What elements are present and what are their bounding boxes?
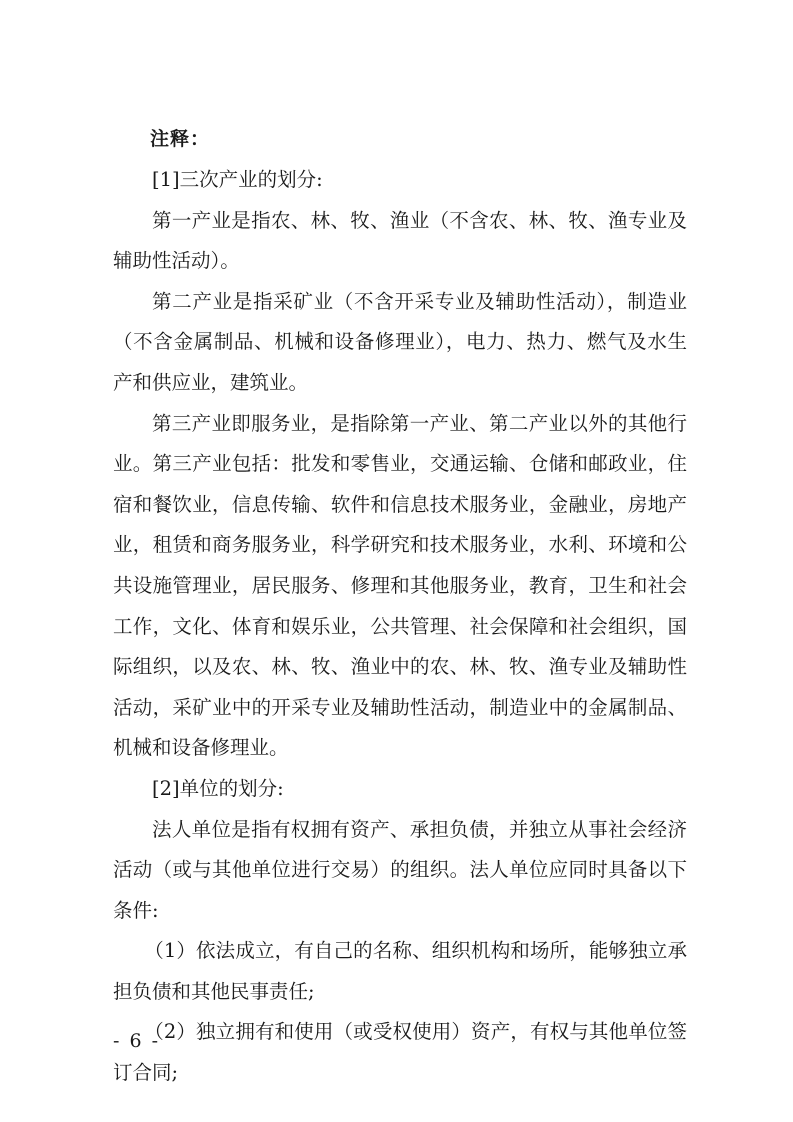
page-number: - 6 - <box>113 1030 161 1052</box>
paragraph-primary-industry: 第一产业是指农、林、牧、渔业（不含农、林、牧、渔专业及辅助性活动）。 <box>113 208 687 273</box>
section-title-industries: [1]三次产业的划分: <box>152 168 323 191</box>
condition-item-2: （2）独立拥有和使用（或受权使用）资产，有权与其他单位签订合同; <box>113 1020 687 1085</box>
paragraph-tertiary-industry: 第三产业即服务业，是指除第一产业、第二产业以外的其他行业。第三产业包括：批发和零售业，交通运输、仓储和邮政业，住宿和餐饮业，信息传输、软件和信息技术服务业，金融业，房地产业，租赁和商务服务业，科学研究和技术服务业，水利、环境和公共设施管理业，居民服务、修理和其他服务业，教育，卫生和社会工作，文化、体育和娱乐业，公共管理、社会保障和社会组织，国际组织，以及农、林、牧、渔业中的农、林、牧、渔专业及辅助性活动，采矿业中的开采专业及辅助性活动，制造业中的金属制品、机械和设备修理业。 <box>113 411 687 760</box>
paragraph-legal-unit: 法人单位是指有权拥有资产、承担负债，并独立从事社会经济活动（或与其他单位进行交易）的组织。法人单位应同时具备以下条件: <box>113 817 687 922</box>
section-title-units: [2]单位的划分: <box>152 776 284 800</box>
condition-item-1: （1）依法成立，有自己的名称、组织机构和场所，能够独立承担负债和其他民事责任; <box>113 939 687 1003</box>
notes-body <box>113 160 687 1094</box>
notes-heading: 注释： <box>150 128 211 150</box>
paragraph-secondary-industry: 第二产业是指采矿业（不含开采专业及辅助性活动），制造业（不含金属制品、机械和设备修理业），电力、热力、燃气及水生产和供应业，建筑业。 <box>113 289 687 394</box>
